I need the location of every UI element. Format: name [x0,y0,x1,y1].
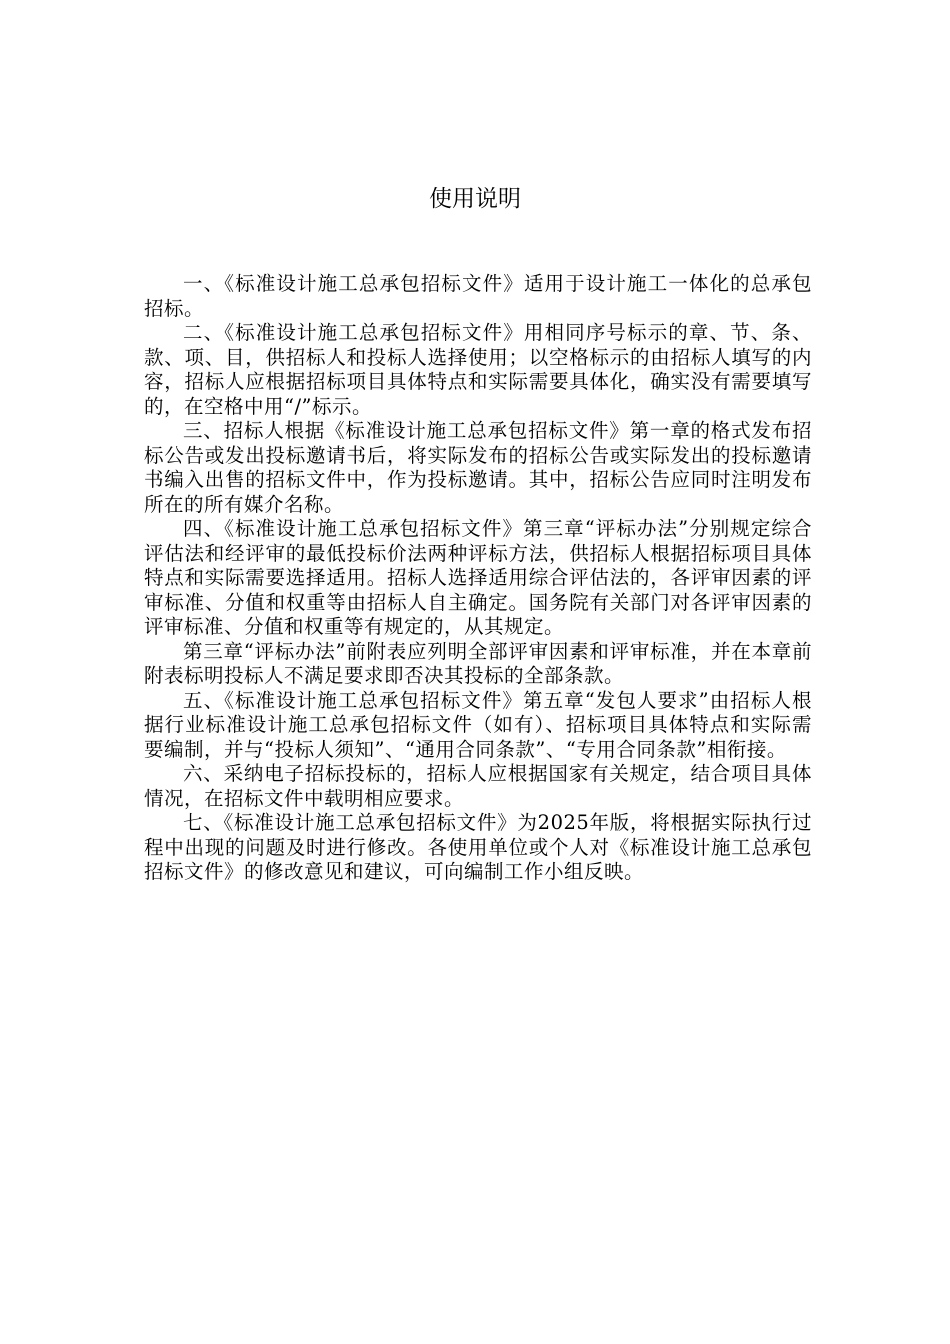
paragraph-4-continued: 第三章“评标办法”前附表应列明全部评审因素和评审标准，并在本章前附表标明投标人不满足要求即否决其投标的全部条款。 [144,639,812,687]
document-body [144,272,812,885]
paragraph-5: 五、《标准设计施工总承包招标文件》第五章“发包人要求”由招标人根据行业标准设计施工总承包招标文件（如有）、招标项目具体特点和实际需要编制，并与“投标人须知”、“通用合同条款”、“专用合同条款”相衔接。 [144,688,812,761]
paragraph-6: 六、采纳电子招标投标的，招标人应根据国家有关规定，结合项目具体情况，在招标文件中载明相应要求。 [144,762,812,810]
paragraph-2: 二、《标准设计施工总承包招标文件》用相同序号标示的章、节、条、款、项、目，供招标人和投标人选择使用；以空格标示的由招标人填写的内容，招标人应根据招标项目具体特点和实际需要具体化，确实没有需要填写的，在空格中用“/”标示。 [144,321,812,418]
page-title: 使用说明 [429,186,521,212]
paragraph-4: 四、《标准设计施工总承包招标文件》第三章“评标办法”分别规定综合评估法和经评审的最低投标价法两种评标方法，供招标人根据招标项目具体特点和实际需要选择适用。招标人选择适用综合评估法的，各评审因素的评审标准、分值和权重等由招标人自主确定。国务院有关部门对各评审因素的评审标准、分值和权重等有规定的，从其规定。 [144,517,812,638]
paragraph-1: 一、《标准设计施工总承包招标文件》适用于设计施工一体化的总承包招标。 [144,272,812,320]
paragraph-3: 三、招标人根据《标准设计施工总承包招标文件》第一章的格式发布招标公告或发出投标邀请书后，将实际发布的招标公告或实际发出的投标邀请书编入出售的招标文件中，作为投标邀请。其中，招标公告应同时注明发布所在的所有媒介名称。 [144,419,812,516]
paragraph-7: 七、《标准设计施工总承包招标文件》为2025年版，将根据实际执行过程中出现的问题及时进行修改。各使用单位或个人对《标准设计施工总承包招标文件》的修改意见和建议，可向编制工作小组反映。 [144,811,812,883]
